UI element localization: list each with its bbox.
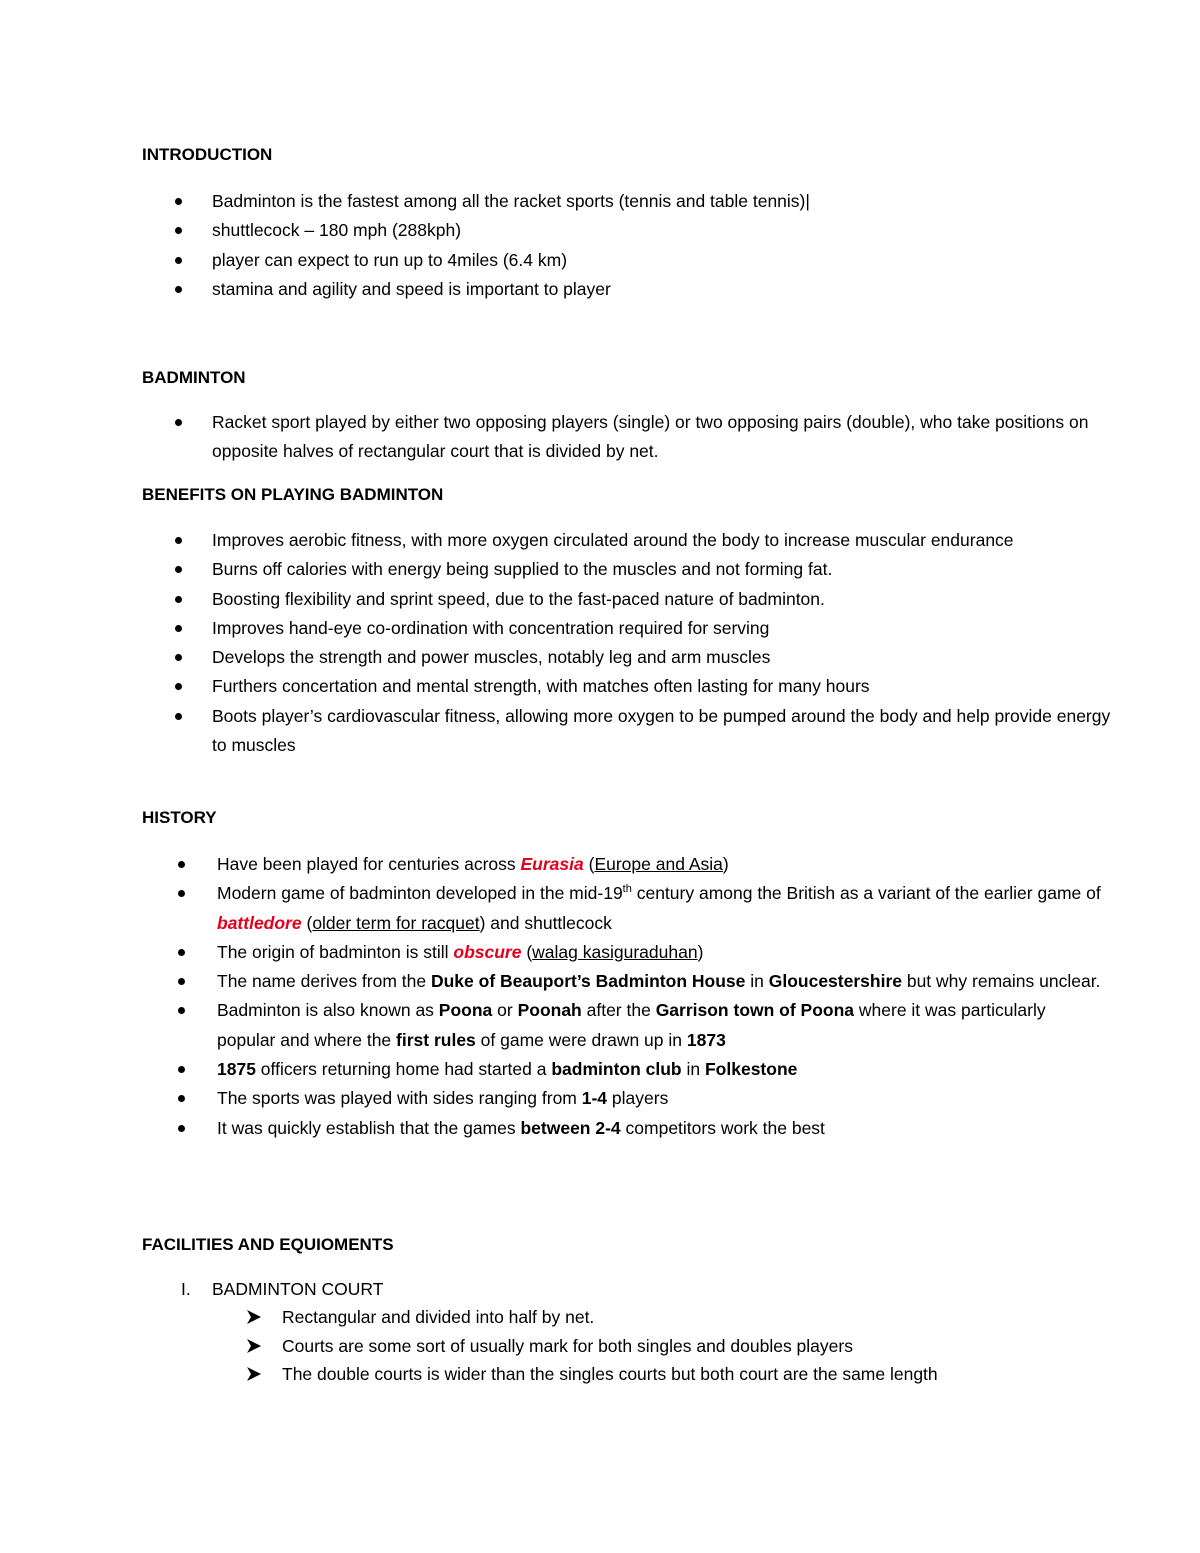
bold-text: between 2-4 bbox=[520, 1117, 621, 1138]
list-item: stamina and agility and speed is important to player bbox=[212, 275, 1112, 304]
heading-benefits: BENEFITS ON PLAYING BADMINTON bbox=[142, 485, 444, 504]
badminton-list bbox=[212, 408, 1112, 467]
bold-text: Poona bbox=[438, 1000, 493, 1021]
arrowhead-icon bbox=[246, 1339, 262, 1353]
bold-text: 1-4 bbox=[581, 1088, 608, 1109]
list-item: 1875 officers returning home had started a badminton club in Folkestone bbox=[217, 1055, 1107, 1084]
list-item: Develops the strength and power muscles, notably leg and arm muscles bbox=[212, 643, 1112, 672]
highlight-term: obscure bbox=[453, 941, 522, 962]
bold-text: first rules bbox=[396, 1029, 476, 1050]
list-item: The name derives from the Duke of Beauport’s Badminton House in Gloucestershire but why remains unclear. bbox=[217, 967, 1107, 996]
subsection-title: BADMINTON COURT bbox=[212, 1279, 384, 1299]
introduction-list bbox=[212, 187, 1112, 304]
list-item: Boots player’s cardiovascular fitness, allowing more oxygen to be pumped around the body and help provide energy to muscles bbox=[212, 702, 1112, 761]
list-item: Badminton is also known as Poona or Poonah after the Garrison town of Poona where it was particularly popular and where the first rules of game were drawn up in 1873 bbox=[217, 996, 1107, 1055]
roman-numeral: I. bbox=[181, 1279, 191, 1299]
list-item: player can expect to run up to 4miles (6.4 km) bbox=[212, 246, 1112, 275]
history-list bbox=[217, 850, 1107, 1143]
list-item: It was quickly establish that the games between 2-4 competitors work the best bbox=[217, 1114, 1107, 1143]
highlight-term: Eurasia bbox=[520, 854, 584, 874]
list-item: Improves aerobic fitness, with more oxygen circulated around the body to increase muscular endurance bbox=[212, 526, 1112, 555]
underlined-gloss: Europe and Asia bbox=[594, 854, 723, 874]
list-item: The origin of badminton is still obscure (walag kasiguraduhan) bbox=[217, 938, 1107, 967]
superscript: th bbox=[622, 883, 632, 896]
list-item: shuttlecock – 180 mph (288kph) bbox=[212, 216, 1112, 245]
list-item: The double courts is wider than the singles courts but both court are the same length bbox=[282, 1360, 1122, 1389]
list-item: Burns off calories with energy being supplied to the muscles and not forming fat. bbox=[212, 555, 1112, 584]
bold-text: 1875 bbox=[217, 1059, 256, 1080]
benefits-list bbox=[212, 526, 1112, 760]
bold-text: Gloucestershire bbox=[768, 971, 902, 992]
facilities-list bbox=[282, 1303, 1122, 1389]
list-item: Racket sport played by either two opposing players (single) or two opposing pairs (double), who take positions on opposite halves of rectangular court that is divided by net. bbox=[212, 408, 1112, 467]
subsection-heading bbox=[181, 1277, 384, 1301]
list-item: Boosting flexibility and sprint speed, due to the fast-paced nature of badminton. bbox=[212, 585, 1112, 614]
underlined-gloss: older term for racquet bbox=[312, 912, 480, 933]
arrowhead-icon bbox=[246, 1367, 262, 1381]
heading-badminton: BADMINTON bbox=[142, 368, 246, 387]
bold-text: Folkestone bbox=[704, 1059, 798, 1080]
highlight-term: battledore bbox=[217, 912, 302, 933]
underlined-gloss: walag kasiguraduhan bbox=[532, 941, 698, 962]
list-item: Modern game of badminton developed in the mid-19th century among the British as a variant of the earlier game of battledore (older term for racquet) and shuttlecock bbox=[217, 879, 1107, 938]
list-item: Have been played for centuries across Eurasia (Europe and Asia) bbox=[217, 850, 1107, 879]
bold-text: Poonah bbox=[517, 1000, 582, 1021]
heading-introduction: INTRODUCTION bbox=[142, 145, 273, 164]
list-item: Improves hand-eye co-ordination with concentration required for serving bbox=[212, 614, 1112, 643]
list-item: Furthers concertation and mental strength, with matches often lasting for many hours bbox=[212, 672, 1112, 701]
bold-text: 1873 bbox=[686, 1029, 726, 1050]
arrowhead-icon bbox=[246, 1310, 262, 1324]
list-item: Badminton is the fastest among all the racket sports (tennis and table tennis)| bbox=[212, 187, 1112, 216]
heading-facilities: FACILITIES AND EQUIOMENTS bbox=[142, 1235, 394, 1254]
bold-text: badminton club bbox=[551, 1059, 682, 1080]
list-item: Rectangular and divided into half by net. bbox=[282, 1303, 1122, 1332]
bold-text: Garrison town of Poona bbox=[655, 1000, 855, 1021]
list-item: Courts are some sort of usually mark for both singles and doubles players bbox=[282, 1332, 1122, 1361]
bold-text: Duke of Beauport’s Badminton House bbox=[430, 971, 746, 992]
heading-history: HISTORY bbox=[142, 808, 217, 827]
list-item: The sports was played with sides ranging from 1-4 players bbox=[217, 1084, 1107, 1113]
